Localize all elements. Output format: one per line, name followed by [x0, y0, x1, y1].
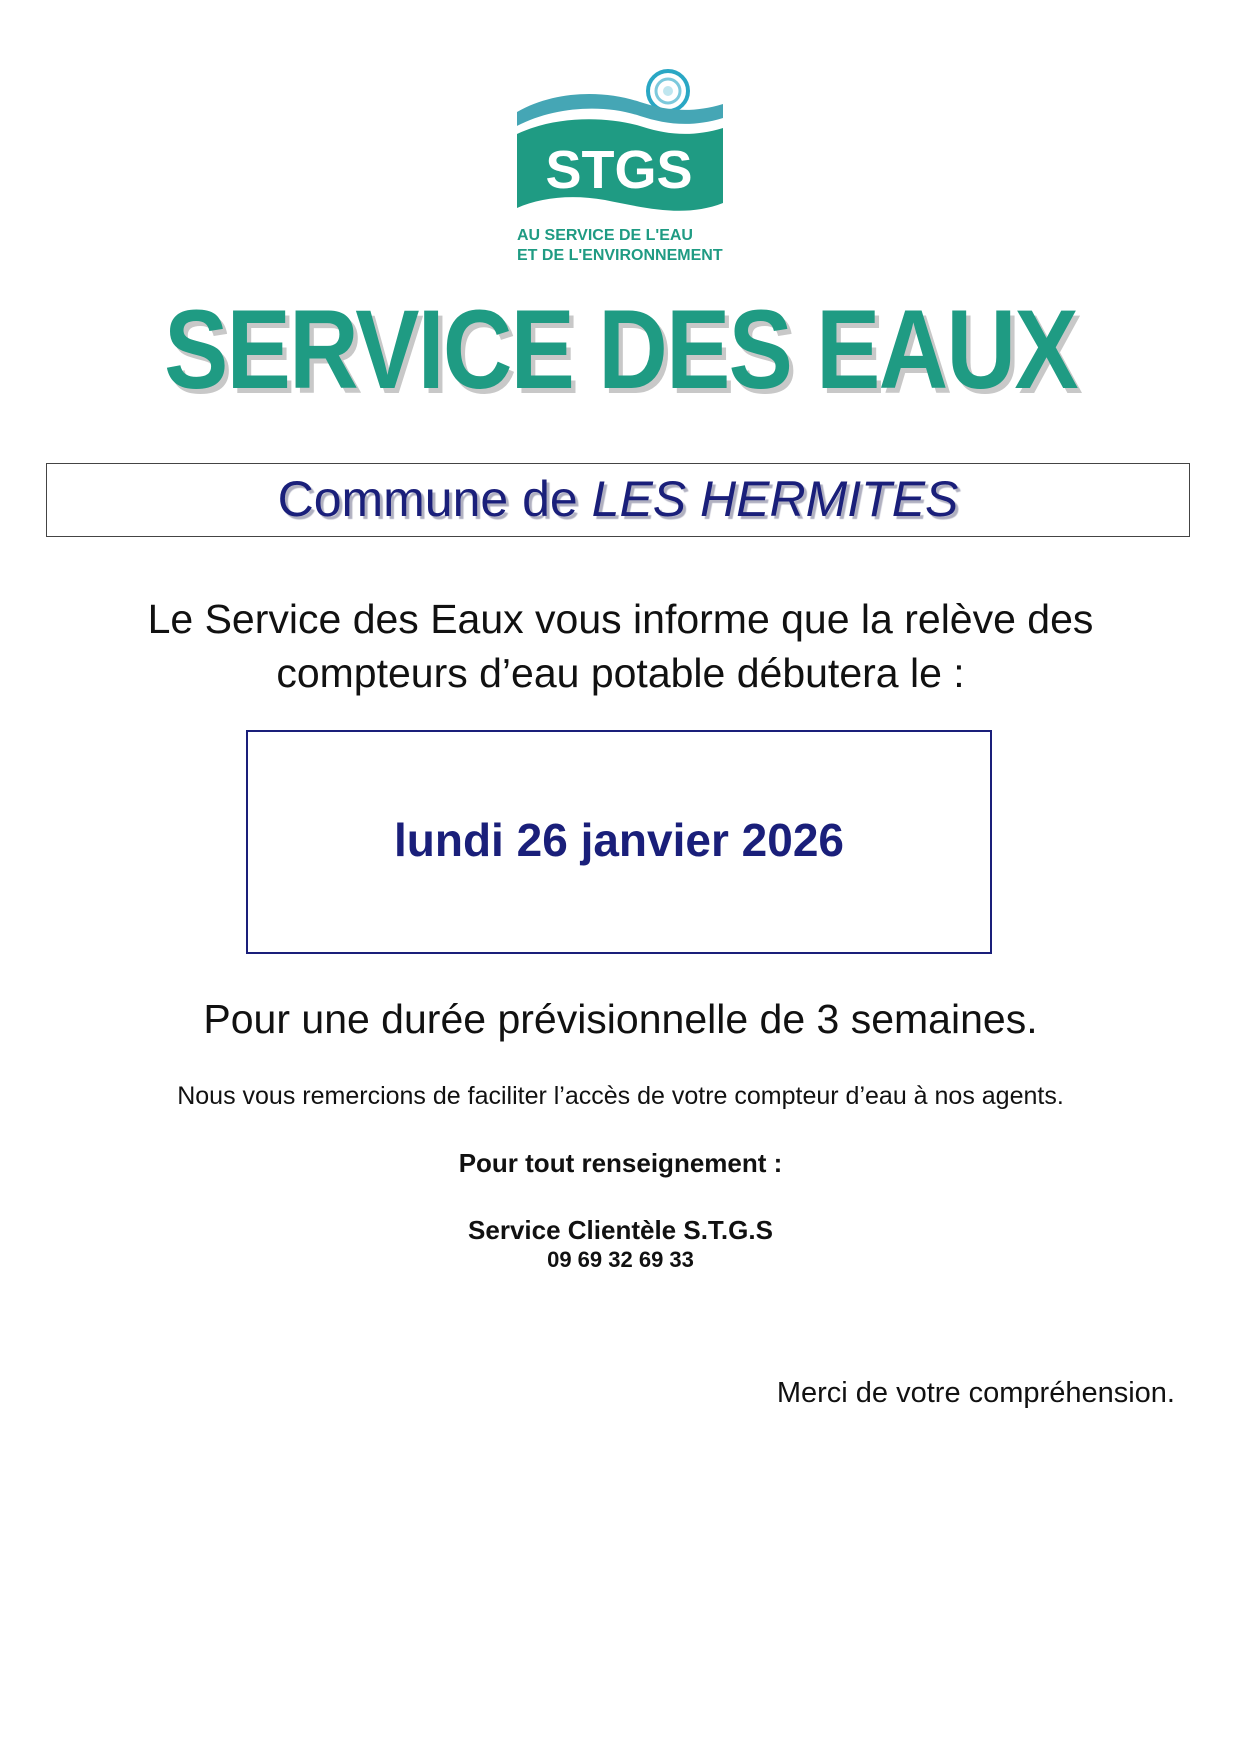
commune-box	[46, 463, 1190, 537]
contact-label: Pour tout renseignement :	[458, 1148, 783, 1178]
logo-tagline-2: ET DE L'ENVIRONNEMENT	[517, 247, 723, 264]
logo-brand-text: STGS	[545, 140, 693, 200]
contact-service: Service Clientèle S.T.G.S	[468, 1215, 773, 1245]
start-date-box	[246, 730, 992, 954]
stgs-logo	[515, 68, 725, 268]
access-notice: Nous vous remercions de faciliter l’accès de votre compteur d’eau à nos agents.	[177, 1082, 1064, 1110]
intro-paragraph	[0, 592, 1241, 700]
commune-prefix: Commune de	[277, 471, 592, 527]
closing-text: Merci de votre compréhension.	[776, 1377, 1175, 1409]
intro-line-2: compteurs d’eau potable débutera le :	[276, 650, 965, 696]
contact-phone: 09 69 32 69 33	[547, 1247, 694, 1272]
duration-text: Pour une durée prévisionnelle de 3 semaines.	[203, 996, 1038, 1042]
start-date: lundi 26 janvier 2026	[393, 814, 844, 866]
intro-line-1: Le Service des Eaux vous informe que la relève des	[147, 596, 1094, 642]
bubble-icon	[648, 71, 688, 111]
logo-tagline-1: AU SERVICE DE L'EAU	[517, 227, 693, 244]
page-title: SERVICE DES EAUX	[164, 287, 1077, 412]
commune-name: LES HERMITES	[591, 471, 959, 527]
commune-heading	[278, 464, 959, 534]
